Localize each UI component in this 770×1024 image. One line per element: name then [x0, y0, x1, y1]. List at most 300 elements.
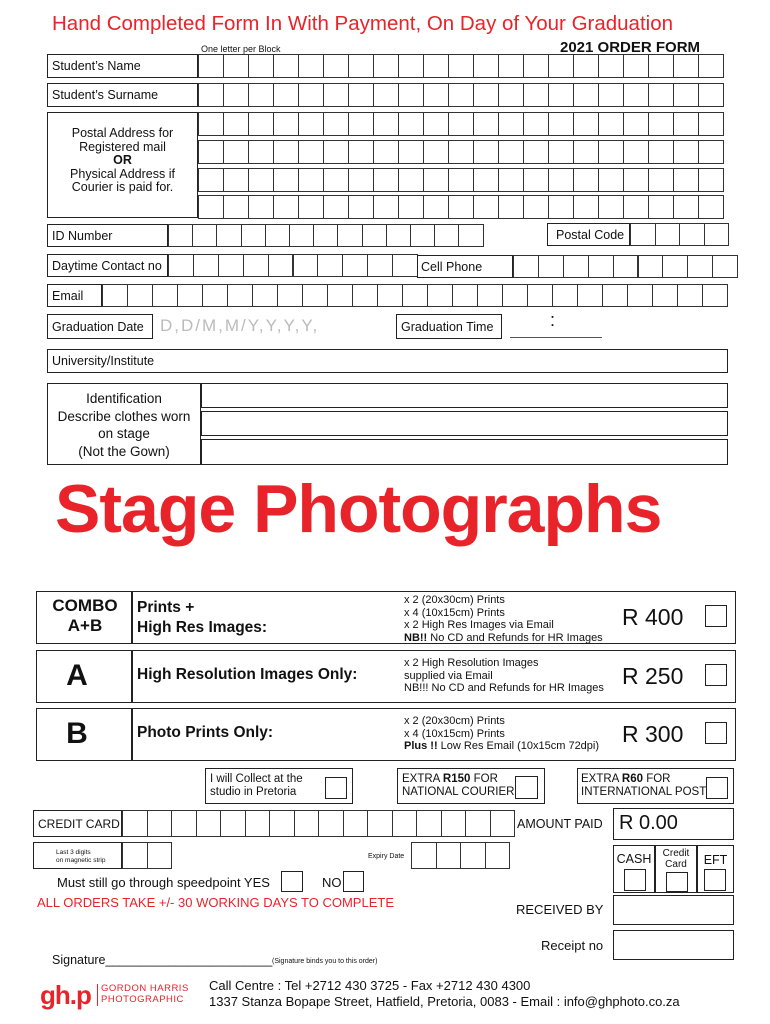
speedpoint-no-checkbox[interactable] [343, 871, 364, 892]
package-a-name: High Resolution Images Only: [137, 666, 358, 683]
letter-block[interactable] [198, 112, 224, 136]
letter-block[interactable] [465, 810, 491, 837]
letter-block[interactable] [227, 284, 253, 307]
letter-block[interactable] [248, 112, 274, 136]
letter-block[interactable] [223, 140, 249, 164]
letter-block[interactable] [337, 224, 362, 247]
stage-photographs-banner: Stage Photographs [55, 471, 662, 547]
letter-block[interactable] [373, 112, 399, 136]
letter-block[interactable] [323, 54, 349, 78]
letter-block[interactable] [127, 284, 153, 307]
letter-block[interactable] [613, 255, 639, 278]
last-three-label: on magnetic strip [56, 857, 106, 864]
letter-block[interactable] [367, 254, 393, 277]
letter-block[interactable] [598, 54, 624, 78]
letter-block[interactable] [223, 112, 249, 136]
letter-block[interactable] [367, 810, 393, 837]
letter-block[interactable] [573, 168, 599, 192]
letter-block[interactable] [573, 83, 599, 107]
letter-block[interactable] [648, 83, 674, 107]
letter-block[interactable] [434, 224, 459, 247]
letter-block[interactable] [498, 54, 524, 78]
package-a-detail: x 2 High Resolution Images [404, 657, 539, 669]
letter-block[interactable] [373, 54, 399, 78]
letter-block[interactable] [502, 284, 528, 307]
letter-block[interactable] [473, 195, 499, 219]
letter-block[interactable] [323, 112, 349, 136]
letter-block[interactable] [248, 195, 274, 219]
email-label: Email [52, 289, 84, 303]
letter-block[interactable] [638, 255, 664, 278]
letter-block[interactable] [269, 810, 295, 837]
letter-block[interactable] [648, 195, 674, 219]
international-post-option [577, 768, 734, 804]
graduation-date-input[interactable]: D,D/M,M/Y,Y,Y,Y, [160, 316, 320, 335]
letter-block[interactable] [473, 112, 499, 136]
letter-block[interactable] [373, 195, 399, 219]
logo-divider [97, 984, 98, 1006]
postal-code-label-box [547, 223, 630, 246]
letter-block[interactable] [623, 168, 649, 192]
letter-block[interactable] [423, 195, 449, 219]
daytime-contact-label: Daytime Contact no [52, 259, 162, 273]
package-b-detail: x 4 (10x15cm) Prints [404, 727, 505, 740]
letter-block[interactable] [523, 83, 549, 107]
letter-block[interactable] [623, 140, 649, 164]
letter-block[interactable] [342, 254, 368, 277]
letter-block[interactable] [102, 284, 128, 307]
letter-block[interactable] [313, 224, 338, 247]
letter-block[interactable] [241, 224, 266, 247]
national-extra: EXTRA [402, 773, 443, 785]
letter-block[interactable] [398, 83, 424, 107]
letter-block[interactable] [152, 284, 178, 307]
package-combo-price: R 400 [622, 604, 684, 630]
letter-block[interactable] [573, 140, 599, 164]
package-combo-name: Prints + [137, 599, 195, 616]
letter-block[interactable] [527, 284, 553, 307]
letter-block[interactable] [448, 168, 474, 192]
letter-block[interactable] [687, 255, 713, 278]
letter-block[interactable] [348, 54, 374, 78]
letter-block[interactable] [513, 255, 539, 278]
identification-label-line: Identification [86, 391, 162, 406]
letter-block[interactable] [392, 810, 418, 837]
letter-block[interactable] [348, 168, 374, 192]
letter-block[interactable] [427, 284, 453, 307]
letter-block[interactable] [423, 112, 449, 136]
letter-block[interactable] [245, 810, 271, 837]
letter-block[interactable] [198, 140, 224, 164]
letter-block[interactable] [698, 140, 724, 164]
processing-notice: ALL ORDERS TAKE +/- 30 WORKING DAYS TO COMPLETE [37, 895, 394, 910]
letter-block[interactable] [293, 254, 319, 277]
letter-block[interactable] [652, 284, 678, 307]
letter-block[interactable] [298, 140, 324, 164]
letter-block[interactable] [352, 284, 378, 307]
student-surname-label-box [47, 83, 198, 107]
letter-block[interactable] [548, 83, 574, 107]
receipt-no-label: Receipt no [541, 938, 604, 953]
letter-block[interactable] [623, 54, 649, 78]
letter-block[interactable] [398, 112, 424, 136]
letter-block[interactable] [223, 54, 249, 78]
amount-paid-field[interactable] [613, 808, 734, 840]
letter-block[interactable] [248, 83, 274, 107]
letter-block[interactable] [416, 810, 442, 837]
letter-block[interactable] [398, 168, 424, 192]
letter-block[interactable] [655, 223, 681, 246]
letter-block[interactable] [216, 224, 241, 247]
letter-block[interactable] [448, 140, 474, 164]
letter-block[interactable] [168, 254, 194, 277]
letter-block[interactable] [362, 224, 387, 247]
received-by-label: RECEIVED BY [516, 902, 604, 917]
letter-block[interactable] [673, 140, 699, 164]
letter-block[interactable] [377, 284, 403, 307]
block-hint: One letter per Block [201, 44, 281, 54]
cash-checkbox[interactable] [624, 869, 646, 891]
letter-block[interactable] [411, 842, 437, 869]
letter-block[interactable] [473, 83, 499, 107]
letter-block[interactable] [673, 168, 699, 192]
student-name-label-box [47, 54, 198, 78]
letter-block[interactable] [198, 168, 224, 192]
package-b-name: Photo Prints Only: [137, 724, 274, 741]
letter-block[interactable] [523, 112, 549, 136]
letter-block[interactable] [392, 254, 418, 277]
letter-block[interactable] [323, 140, 349, 164]
letter-block[interactable] [323, 83, 349, 107]
credit-card-checkbox[interactable] [666, 872, 688, 892]
identification-label-line: Describe clothes worn [57, 408, 191, 424]
letter-block[interactable] [704, 223, 730, 246]
graduation-date-label: Graduation Date [52, 320, 144, 334]
credit-card-label: CREDIT CARD [38, 817, 120, 831]
letter-block[interactable] [436, 842, 462, 869]
package-b-note-bold: Plus !! [404, 740, 438, 752]
letter-block[interactable] [673, 83, 699, 107]
letter-block[interactable] [273, 112, 299, 136]
letter-block[interactable] [473, 140, 499, 164]
letter-block[interactable] [712, 255, 738, 278]
letter-block[interactable] [698, 83, 724, 107]
letter-block[interactable] [662, 255, 688, 278]
letter-block[interactable] [548, 168, 574, 192]
identification-label-line: (Not the Gown) [78, 443, 170, 459]
letter-block[interactable] [398, 54, 424, 78]
letter-block[interactable] [243, 254, 269, 277]
letter-block[interactable] [268, 254, 294, 277]
letter-block[interactable] [298, 168, 324, 192]
graduation-time-input[interactable] [510, 310, 602, 338]
cell-phone-label: Cell Phone [421, 260, 483, 274]
letter-block[interactable] [598, 195, 624, 219]
letter-block[interactable] [498, 112, 524, 136]
letter-block[interactable] [386, 224, 411, 247]
package-a-detail: supplied via Email [404, 669, 493, 682]
package-b [36, 708, 736, 761]
letter-block[interactable] [548, 195, 574, 219]
speedpoint-label: Must still go through speedpoint YES [57, 875, 270, 890]
letter-block[interactable] [588, 255, 614, 278]
letter-block[interactable] [552, 284, 578, 307]
letter-block[interactable] [627, 284, 653, 307]
student-surname-label: Student’s Surname [52, 88, 159, 102]
letter-block[interactable] [623, 83, 649, 107]
letter-block[interactable] [473, 54, 499, 78]
letter-block[interactable] [548, 54, 574, 78]
letter-block[interactable] [498, 195, 524, 219]
letter-block[interactable] [623, 195, 649, 219]
letter-block[interactable] [373, 140, 399, 164]
package-a-price: R 250 [622, 663, 684, 689]
letter-block[interactable] [698, 112, 724, 136]
received-by-field[interactable] [613, 895, 734, 925]
letter-block[interactable] [198, 195, 224, 219]
speedpoint-yes-checkbox[interactable] [281, 871, 303, 892]
signature-line[interactable]: Signature________________________ [52, 953, 273, 967]
national-courier-option [397, 768, 545, 804]
letter-block[interactable] [698, 168, 724, 192]
letter-block[interactable] [265, 224, 290, 247]
letter-block[interactable] [348, 140, 374, 164]
letter-block[interactable] [147, 842, 173, 869]
letter-block[interactable] [573, 195, 599, 219]
letter-block[interactable] [423, 140, 449, 164]
daytime-contact-label-box [47, 254, 168, 277]
letter-block[interactable] [318, 810, 344, 837]
letter-block[interactable] [317, 254, 343, 277]
postal-label-or: OR [113, 153, 132, 167]
letter-block[interactable] [273, 140, 299, 164]
package-combo [36, 591, 736, 644]
letter-block[interactable] [498, 168, 524, 192]
letter-block[interactable] [448, 83, 474, 107]
letter-block[interactable] [302, 284, 328, 307]
letter-block[interactable] [648, 168, 674, 192]
student-name-label: Student’s Name [52, 59, 141, 73]
package-combo-detail: x 4 (10x15cm) Prints [404, 606, 505, 619]
letter-block[interactable] [673, 195, 699, 219]
letter-block[interactable] [298, 112, 324, 136]
package-combo-name: High Res Images: [137, 619, 268, 636]
letter-block[interactable] [298, 54, 324, 78]
letter-block[interactable] [177, 284, 203, 307]
package-b-detail: x 2 (20x30cm) Prints [404, 715, 505, 727]
letter-block[interactable] [327, 284, 353, 307]
letter-block[interactable] [398, 140, 424, 164]
letter-block[interactable] [273, 195, 299, 219]
letter-block[interactable] [598, 140, 624, 164]
package-combo-detail: x 2 High Res Images via Email [404, 619, 554, 631]
signature-note: (Signature binds you to this order) [272, 958, 378, 965]
letter-block[interactable] [373, 83, 399, 107]
identification-line-2[interactable] [201, 411, 728, 436]
collect-label: studio in Pretoria [210, 786, 297, 798]
postal-label-line: Physical Address if [70, 166, 175, 181]
letter-block[interactable] [220, 810, 246, 837]
id-number-label-box [47, 224, 168, 247]
package-b-price: R 300 [622, 721, 684, 747]
letter-block[interactable] [402, 284, 428, 307]
letter-block[interactable] [677, 284, 703, 307]
letter-block[interactable] [602, 284, 628, 307]
letter-block[interactable] [202, 284, 228, 307]
letter-block[interactable] [277, 284, 303, 307]
letter-block[interactable] [563, 255, 589, 278]
receipt-no-field[interactable] [613, 930, 734, 960]
letter-block[interactable] [248, 140, 274, 164]
letter-block[interactable] [198, 54, 224, 78]
letter-block[interactable] [523, 54, 549, 78]
collect-label: I will Collect at the [210, 773, 303, 785]
page-header-title: Hand Completed Form In With Payment, On Day of Your Graduation [52, 12, 673, 35]
letter-block[interactable] [198, 83, 224, 107]
letter-block[interactable] [423, 168, 449, 192]
letter-block[interactable] [294, 810, 320, 837]
postal-label-line: Registered mail [79, 139, 166, 154]
postal-label-line: Courier is paid for. [71, 180, 174, 194]
letter-block[interactable] [490, 810, 516, 837]
letter-block[interactable] [548, 112, 574, 136]
letter-block[interactable] [223, 195, 249, 219]
company-logo: gh.p [40, 980, 91, 1010]
letter-block[interactable] [548, 140, 574, 164]
letter-block[interactable] [298, 195, 324, 219]
letter-block[interactable] [289, 224, 314, 247]
letter-block[interactable] [323, 195, 349, 219]
letter-block[interactable] [523, 195, 549, 219]
letter-block[interactable] [348, 83, 374, 107]
letter-block[interactable] [147, 810, 173, 837]
letter-block[interactable] [248, 54, 274, 78]
letter-block[interactable] [498, 140, 524, 164]
credit-card-label-box [33, 810, 122, 837]
package-b-code: B [66, 717, 88, 750]
letter-block[interactable] [273, 168, 299, 192]
letter-block[interactable] [223, 83, 249, 107]
letter-block[interactable] [573, 54, 599, 78]
letter-block[interactable] [423, 54, 449, 78]
letter-block[interactable] [458, 224, 483, 247]
letter-block[interactable] [698, 54, 724, 78]
postal-code-label: Postal Code [556, 228, 625, 242]
letter-block[interactable] [248, 168, 274, 192]
letter-block[interactable] [448, 195, 474, 219]
letter-block[interactable] [373, 168, 399, 192]
package-b-checkbox[interactable] [705, 722, 727, 744]
letter-block[interactable] [698, 195, 724, 219]
letter-block[interactable] [573, 112, 599, 136]
letter-block[interactable] [452, 284, 478, 307]
letter-block[interactable] [648, 112, 674, 136]
letter-block[interactable] [523, 140, 549, 164]
letter-block[interactable] [623, 112, 649, 136]
letter-block[interactable] [410, 224, 435, 247]
letter-block[interactable] [223, 168, 249, 192]
letter-block[interactable] [598, 83, 624, 107]
national-label: NATIONAL COURIER [402, 786, 515, 798]
letter-block[interactable] [273, 83, 299, 107]
package-combo-detail: x 2 (20x30cm) Prints [404, 594, 505, 606]
letter-block[interactable] [323, 168, 349, 192]
letter-block[interactable] [252, 284, 278, 307]
package-combo-checkbox[interactable] [705, 605, 727, 627]
eft-checkbox[interactable] [704, 869, 726, 891]
letter-block[interactable] [473, 168, 499, 192]
form-title: 2021 ORDER FORM [560, 39, 701, 56]
package-a-checkbox[interactable] [705, 664, 727, 686]
letter-block[interactable] [196, 810, 222, 837]
footer-address: 1337 Stanza Bopape Street, Hatfield, Pretoria, 0083 - Email : info@ghphoto.co.za [209, 994, 680, 1009]
letter-block[interactable] [598, 168, 624, 192]
letter-block[interactable] [577, 284, 603, 307]
letter-block[interactable] [273, 54, 299, 78]
letter-block[interactable] [673, 112, 699, 136]
footer-contact: Call Centre : Tel +2712 430 3725 - Fax +2712 430 4300 [209, 978, 531, 993]
letter-block[interactable] [498, 83, 524, 107]
letter-block[interactable] [441, 810, 467, 837]
international-post-checkbox[interactable] [706, 777, 728, 799]
eft-label: EFT [703, 853, 728, 867]
brand-name: PHOTOGRAPHIC [101, 994, 184, 1005]
letter-block[interactable] [348, 195, 374, 219]
letter-block[interactable] [423, 83, 449, 107]
university-field[interactable] [47, 349, 728, 373]
identification-line-1[interactable] [201, 383, 728, 408]
collect-checkbox[interactable] [325, 777, 347, 799]
postal-address-label-box [47, 112, 198, 218]
letter-block[interactable] [598, 112, 624, 136]
expiry-label: Expiry Date [368, 853, 405, 860]
letter-block[interactable] [485, 842, 511, 869]
intl-label: INTERNATIONAL POST [581, 786, 707, 798]
letter-block[interactable] [538, 255, 564, 278]
letter-block[interactable] [168, 224, 193, 247]
letter-block[interactable] [448, 54, 474, 78]
letter-block[interactable] [298, 83, 324, 107]
cash-label: CASH [616, 852, 652, 866]
letter-block[interactable] [702, 284, 728, 307]
letter-block[interactable] [192, 224, 217, 247]
letter-block[interactable] [448, 112, 474, 136]
letter-block[interactable] [648, 140, 674, 164]
national-courier-checkbox[interactable] [515, 776, 538, 799]
letter-block[interactable] [679, 223, 705, 246]
package-a-code: A [66, 659, 88, 692]
letter-block[interactable] [171, 810, 197, 837]
letter-block[interactable] [122, 842, 148, 869]
letter-block[interactable] [218, 254, 244, 277]
identification-line-3[interactable] [201, 439, 728, 465]
letter-block[interactable] [648, 54, 674, 78]
national-for: FOR [470, 773, 498, 785]
letter-block[interactable] [460, 842, 486, 869]
package-a [36, 650, 736, 703]
intl-amount: R60 [621, 773, 644, 785]
letter-block[interactable] [630, 223, 656, 246]
letter-block[interactable] [398, 195, 424, 219]
package-b-note: Low Res Email (10x15cm 72dpi) [437, 740, 600, 752]
letter-block[interactable] [477, 284, 503, 307]
letter-block[interactable] [348, 112, 374, 136]
letter-block[interactable] [673, 54, 699, 78]
letter-block[interactable] [193, 254, 219, 277]
letter-block[interactable] [343, 810, 369, 837]
letter-block[interactable] [523, 168, 549, 192]
letter-block[interactable] [122, 810, 148, 837]
